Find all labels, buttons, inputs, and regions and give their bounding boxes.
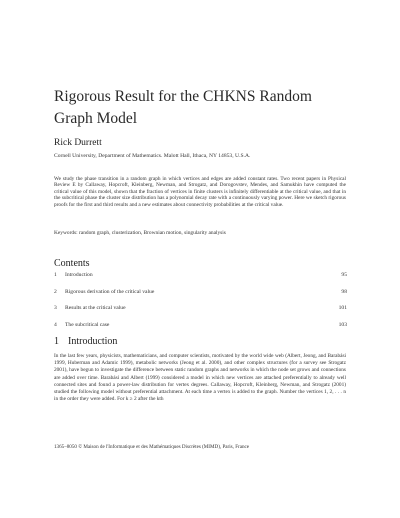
author-name: Rick Durrett [54, 138, 102, 148]
abstract: We study the phase transition in a random graph in which vertices and edges are added constant rates. Two recent papers in Physical Review E by Callaway, Hopcroft, Kleinberg, Newman, and Strogatz, and Dorogovstev, Mendes, and Samukhin have computed the critical value of this model, shown that the fraction of vertices in finite clusters is infinitely differentiable at the critical value, and that in the subcritical phase the cluster size distribution has a polynomial decay rate with a continuously varying power. Here we sketch rigorous proofs for the first and third results and a new estimates about connectivity probabilities at the critical value. [54, 176, 346, 208]
toc-entry-title: Introduction [65, 272, 93, 278]
table-of-contents [54, 272, 347, 338]
toc-entry-page: 101 [338, 305, 347, 311]
section-heading [54, 336, 117, 347]
toc-entry-page: 98 [341, 288, 347, 295]
paper-title: Rigorous Result for the CHKNS Random Graph Model [54, 88, 312, 127]
keywords: Keywords: random graph, clusterization, Brownian motion, singularity analysis [54, 230, 226, 236]
toc-entry-number: 2 [54, 288, 57, 295]
toc-entry-title: The subcritical case [65, 321, 110, 328]
section-title: Introduction [68, 336, 118, 347]
section-body-text: In the last few years, physicists, mathematicians, and computer scientists, motivated by the world wide web (Albert, Jeong, and Barabási 1999, Huberman and Adamic 1999), metabolic networks (Jeong et al. 2000), and other complex structures (for a survey see Strogatz 2001), have begun to investigate the difference between static random graphs and networks in which the node set grows and connections are added over time. Barabási and Albert (1999) considered a model in which new vertices are attached preferentially to already well connected sites and found a power-law distribution for vertex degrees. Callaway, Hopcroft, Kleinberg, Newman, and Strogatz (2001) studied the following model without preferential attachment. At each time a vertex is added to the graph. Number the vertices 1, 2, . . . n in the order they were added. For k ≥ 2 after the kth [54, 353, 346, 403]
toc-entry-title: Results at the critical value [65, 305, 126, 311]
author-affiliation: Cornell University, Department of Mathematics. Malott Hall, Ithaca, NY 14853, U.S.A. [54, 153, 251, 159]
toc-entry[interactable] [54, 272, 347, 289]
section-number: 1 [54, 336, 59, 347]
toc-entry-number: 4 [54, 321, 57, 328]
toc-entry[interactable] [54, 289, 347, 306]
toc-entry[interactable] [54, 305, 347, 322]
toc-entry-number: 1 [54, 272, 57, 278]
toc-entry-page: 95 [341, 272, 347, 278]
copyright-footer: 1365–8050 © Maison de l'Informatique et des Mathématiques Discrètes (MIMD), Paris, France [54, 444, 250, 450]
toc-entry-number: 3 [54, 305, 57, 311]
toc-entry-page: 103 [338, 321, 347, 328]
toc-entry-title: Rigorous derivation of the critical value [65, 288, 155, 295]
contents-heading: Contents [54, 258, 90, 269]
